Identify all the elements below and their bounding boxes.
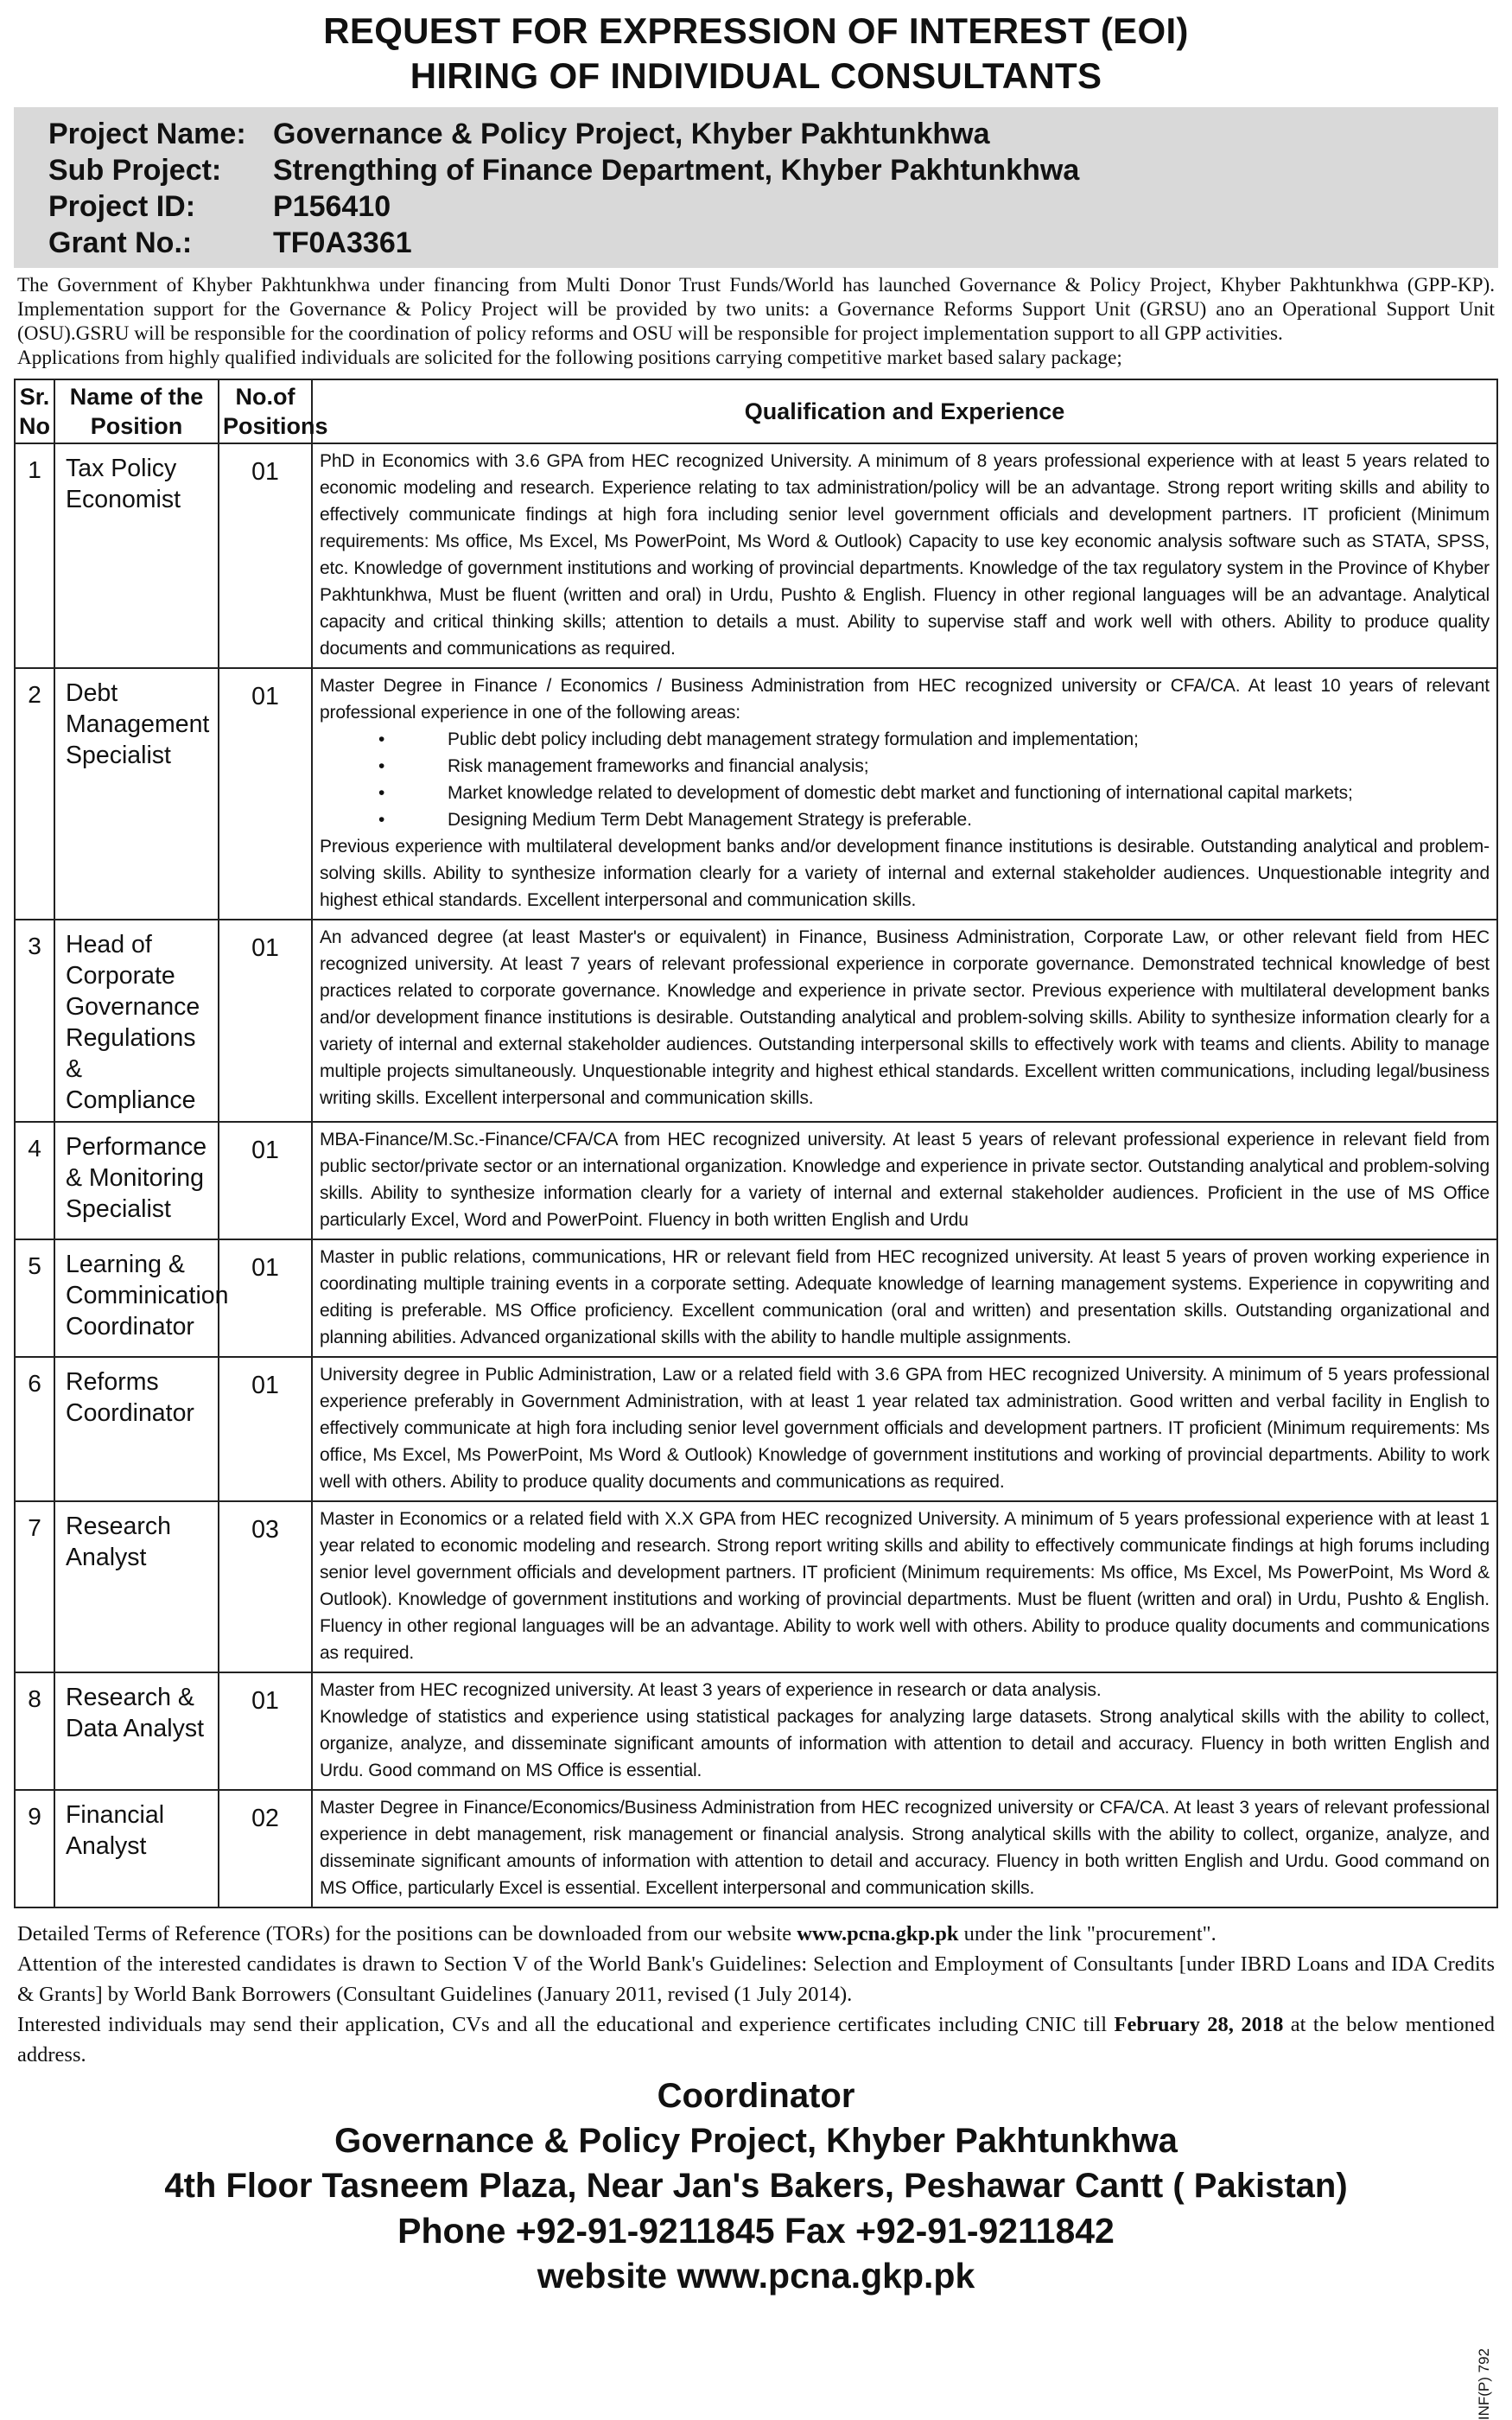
header-line-1: REQUEST FOR EXPRESSION OF INTEREST (EOI) — [323, 10, 1189, 51]
row-position-name: Performance & Monitoring Specialist — [54, 1122, 219, 1239]
table-header-row — [15, 379, 1497, 443]
row-position-count: 01 — [219, 1122, 312, 1239]
table-row — [15, 1239, 1497, 1357]
sub-project-label: Sub Project: — [48, 154, 222, 187]
project-id-label: Project ID: — [48, 190, 196, 223]
row-sr-no: 4 — [15, 1122, 54, 1239]
row-position-count: 01 — [219, 1357, 312, 1501]
row-position-count: 01 — [219, 1672, 312, 1790]
header-sr-no: Sr. No — [15, 379, 54, 443]
row-qualification: PhD in Economics with 3.6 GPA from HEC recognized University. A minimum of 8 years professional experience with at least 5 years related to economic modeling and research. Experience relating to tax administration/policy will be an advantage. Strong report writing skills and ability to effectively communicate findings at high fora including senior level government officials and development partners. IT proficient (Minimum requirements: Ms office, Ms Excel, Ms PowerPoint, Ms Word & Outlook) Capacity to use key economic analysis software such as STATA, SPSS, etc. Knowledge of government institutions and working of provincial departments. Knowledge of the tax regulatory system in the Province of Khyber Pakhtunkhwa, Must be fluent (written and oral) in Urdu, Pushto & English. Fluency in other regional languages will be an advantage. Analytical capacity and critical thinking skills; attention to details a must. Ability to supervise staff and work well with others. Ability to produce quality documents and communications as required. — [312, 443, 1497, 668]
qualification-intro: Master from HEC recognized university. At least 3 years of experience in research or data analysis. — [320, 1680, 1102, 1700]
row-position-name: Reforms Coordinator — [54, 1357, 219, 1501]
row-sr-no: 2 — [15, 668, 54, 920]
qualification-bullet-list — [320, 726, 1490, 833]
grant-no-value: TF0A3361 — [273, 226, 412, 259]
row-qualification — [312, 1672, 1497, 1790]
project-name-value: Governance & Policy Project, Khyber Pakhtunkhwa — [273, 118, 990, 150]
project-id-value: P156410 — [273, 190, 391, 223]
project-name-row — [48, 116, 1472, 152]
table-row — [15, 920, 1497, 1122]
row-position-name: Research Analyst — [54, 1501, 219, 1672]
row-position-count: 03 — [219, 1501, 312, 1672]
header-qualification: Qualification and Experience — [312, 379, 1497, 443]
row-sr-no: 1 — [15, 443, 54, 668]
row-qualification: Master in Economics or a related field with X.X GPA from HEC recognized University. A minimum of 5 years professional experience with at least 1 year related to economic modeling and research. Strong report writing skills and ability to effectively communicate findings at high forums including senior level government officials and development partners. IT proficient (Minimum requirements: Ms office, Ms Excel, Ms PowerPoint, Ms Word & Outlook). Knowledge of government institutions and working of provincial departments. Must be fluent (written and oral) in Urdu, Pushto & English. Fluency in other regional languages will be an advantage. Ability to work well with others. Ability to produce quality documents and communications as required. — [312, 1501, 1497, 1672]
row-qualification: MBA-Finance/M.Sc.-Finance/CFA/CA from HEC recognized university. At least 5 years of relevant professional experience in relevant field from public sector/private sector or an international organization. Knowledge and experience in private sector. Outstanding analytical and problem-solving skills. Ability to synthesize information clearly for a variety of internal and external stakeholder audiences. Proficient in the use of MS Office particularly Excel, Word and PowerPoint. Fluency in both written English and Urdu — [312, 1122, 1497, 1239]
contact-block — [14, 2073, 1498, 2298]
bullet-item: • Risk management frameworks and financial analysis; — [448, 753, 1490, 780]
row-position-count: 01 — [219, 920, 312, 1122]
header-position-name: Name of the Position — [54, 379, 219, 443]
tor-suffix: under the link "procurement". — [963, 1922, 1217, 1946]
header-no-of-positions: No.of Positions — [219, 379, 312, 443]
ad-reference-code: INF(P) 792 — [1476, 2348, 1492, 2420]
project-name-label: Project Name: — [48, 118, 246, 150]
applications-paragraph: Applications from highly qualified individuals are solicited for the following positions carrying competitive market based salary package; — [17, 347, 1122, 369]
positions-table — [14, 379, 1498, 1908]
row-position-name: Financial Analyst — [54, 1790, 219, 1907]
table-row — [15, 1501, 1497, 1672]
tor-paragraph — [17, 1919, 1495, 1949]
apply-paragraph — [17, 2009, 1495, 2070]
qualification-outro: Previous experience with multilateral development banks and/or development finance institutions is desirable. Outstanding analytical and problem-solving skills. Ability to synthesize information clearly for a variety of internal and external stakeholder audiences. Unquestionable integrity and highest ethical standards. Excellent interpersonal and communication skills. — [320, 837, 1490, 910]
qualification-intro: Master Degree in Finance / Economics / Business Administration from HEC recognized university or CFA/CA. At least 10 years of relevant professional experience in one of the following areas: — [320, 676, 1490, 723]
row-sr-no: 3 — [15, 920, 54, 1122]
qualification-detail: Knowledge of statistics and experience using statistical packages for analyzing large datasets. Strong analytical skills with the ability to collect, organize, analyze, and disseminate significant amounts of information with attention to detail and accuracy. Fluency in both written English and Urdu. Good command on MS Office is essential. — [320, 1707, 1490, 1780]
row-position-name: Learning & Comminication Coordinator — [54, 1239, 219, 1357]
row-position-name: Research & Data Analyst — [54, 1672, 219, 1790]
contact-organization: Governance & Policy Project, Khyber Pakhtunkhwa — [334, 2122, 1178, 2160]
table-row — [15, 1122, 1497, 1239]
row-position-count: 01 — [219, 443, 312, 668]
intro-text — [14, 273, 1498, 370]
row-sr-no: 5 — [15, 1239, 54, 1357]
row-sr-no: 7 — [15, 1501, 54, 1672]
bullet-item: • Designing Medium Term Debt Management Strategy is preferable. — [448, 806, 1490, 833]
row-qualification — [312, 668, 1497, 920]
row-position-count: 01 — [219, 1239, 312, 1357]
sub-project-row — [48, 152, 1472, 188]
row-position-count: 02 — [219, 1790, 312, 1907]
row-position-count: 01 — [219, 668, 312, 920]
attention-paragraph: Attention of the interested candidates is drawn to Section V of the World Bank's Guidelines: Selection and Employment of Consultants [under IBRD Loans and IDA Credits & Grants] by World Bank Borrowers (Consultant Guidelines (January 2011, revised (1 July 2014). — [17, 1952, 1495, 2006]
row-qualification: University degree in Public Administration, Law or a related field with 3.6 GPA from HEC recognized University. A minimum of 5 years professional experience preferably in Government Administration, with at least 1 year related tax administration. Good written and verbal facility in English to effectively communicate at high fora including senior level government officials and development partners. IT proficient (Minimum requirements: Ms office, Ms Excel, Ms PowerPoint, Ms Word & Outlook) Knowledge of government institutions and working of provincial departments. Ability to work well with others. Ability to produce quality documents and communications as required. — [312, 1357, 1497, 1501]
project-id-row — [48, 188, 1472, 225]
contact-address: 4th Floor Tasneem Plaza, Near Jan's Bakers, Peshawar Cantt ( Pakistan) — [164, 2167, 1348, 2205]
project-info-box — [14, 107, 1498, 268]
row-qualification: Master Degree in Finance/Economics/Business Administration from HEC recognized university or CFA/CA. At least 3 years of relevant professional experience in debt management, risk management or financial analysis. Strong analytical skills with the ability to collect, organize, analyze, and disseminate significant amounts of information with attention to detail and accuracy. Fluency in both written English and Urdu. Good command on MS Office, particularly Excel is essential. Excellent interpersonal and communication skills. — [312, 1790, 1497, 1907]
tor-website-link[interactable]: www.pcna.gkp.pk — [797, 1922, 959, 1946]
row-qualification: Master in public relations, communications, HR or relevant field from HEC recognized university. At least 5 years of proven working experience in coordinating multiple training events in a corporate setting. Adequate knowledge of learning management systems. Experience in copywriting and editing is preferable. MS Office proficiency. Excellent communication (oral and written) and presentation skills. Outstanding organizational and planning abilities. Advanced organizational skills with the ability to handle multiple assignments. — [312, 1239, 1497, 1357]
header-line-2: HIRING OF INDIVIDUAL CONSULTANTS — [410, 55, 1102, 96]
table-row — [15, 1357, 1497, 1501]
table-row — [15, 668, 1497, 920]
row-position-name: Head of Corporate Governance Regulations & Compliance — [54, 920, 219, 1122]
tor-prefix: Detailed Terms of Reference (TORs) for the positions can be downloaded from our website — [17, 1922, 792, 1946]
table-row — [15, 1672, 1497, 1790]
contact-phone-fax: Phone +92-91-9211845 Fax +92-91-9211842 — [397, 2211, 1115, 2251]
grant-no-row — [48, 225, 1472, 261]
grant-no-label: Grant No.: — [48, 226, 193, 259]
apply-prefix: Interested individuals may send their application, CVs and all the educational and experience certificates including CNIC till — [17, 2013, 1108, 2036]
intro-paragraph: The Government of Khyber Pakhtunkhwa under financing from Multi Donor Trust Funds/World has launched Governance & Policy Project, Khyber Pakhtunkhwa (GPP-KP). Implementation support for the Governance & Policy Project will be provided by two units: a Governance Reforms Support Unit (GRSU) ano an Operational Support Unit (OSU).GSRU will be responsible for the coordination of policy reforms and OSU will be responsible for project implementation support to all GPP activities. — [17, 274, 1495, 345]
bullet-item: • Public debt policy including debt management strategy formulation and implementation; — [448, 726, 1490, 753]
contact-website[interactable]: website www.pcna.gkp.pk — [537, 2256, 975, 2296]
apply-suffix: at the below mentioned address. — [17, 2013, 1496, 2067]
table-row — [15, 443, 1497, 668]
sub-project-value: Strengthing of Finance Department, Khyber Pakhtunkhwa — [273, 154, 1080, 187]
row-sr-no: 9 — [15, 1790, 54, 1907]
row-qualification: An advanced degree (at least Master's or equivalent) in Finance, Business Administration, Corporate Law, or other relevant field from HEC recognized university. At least 7 years of relevant professional experience in corporate governance. Demonstrated technical knowledge of best practices related to corporate governance. Knowledge and experience in private sector. Previous experience with multilateral development banks and/or development finance institutions is desirable. Outstanding analytical and problem-solving skills. Ability to synthesize information clearly for a variety of internal and external stakeholder audiences. Outstanding interpersonal skills to effectively work with teams and clients. Ability to manage multiple projects simultaneously. Unquestionable integrity and highest ethical standards. Excellent written communications, including legal/business writing skills. Excellent interpersonal and communication skills. — [312, 920, 1497, 1122]
apply-deadline: February 28, 2018 — [1114, 2013, 1284, 2036]
eoi-advertisement — [14, 9, 1498, 2371]
row-sr-no: 8 — [15, 1672, 54, 1790]
footer-text — [14, 1919, 1498, 2070]
row-position-name: Debt Management Specialist — [54, 668, 219, 920]
table-row — [15, 1790, 1497, 1907]
row-position-name: Tax Policy Economist — [54, 443, 219, 668]
header-title — [14, 9, 1498, 99]
row-sr-no: 6 — [15, 1357, 54, 1501]
contact-title: Coordinator — [657, 2077, 855, 2115]
bullet-item: • Market knowledge related to development of domestic debt market and functioning of international capital markets; — [448, 780, 1490, 806]
